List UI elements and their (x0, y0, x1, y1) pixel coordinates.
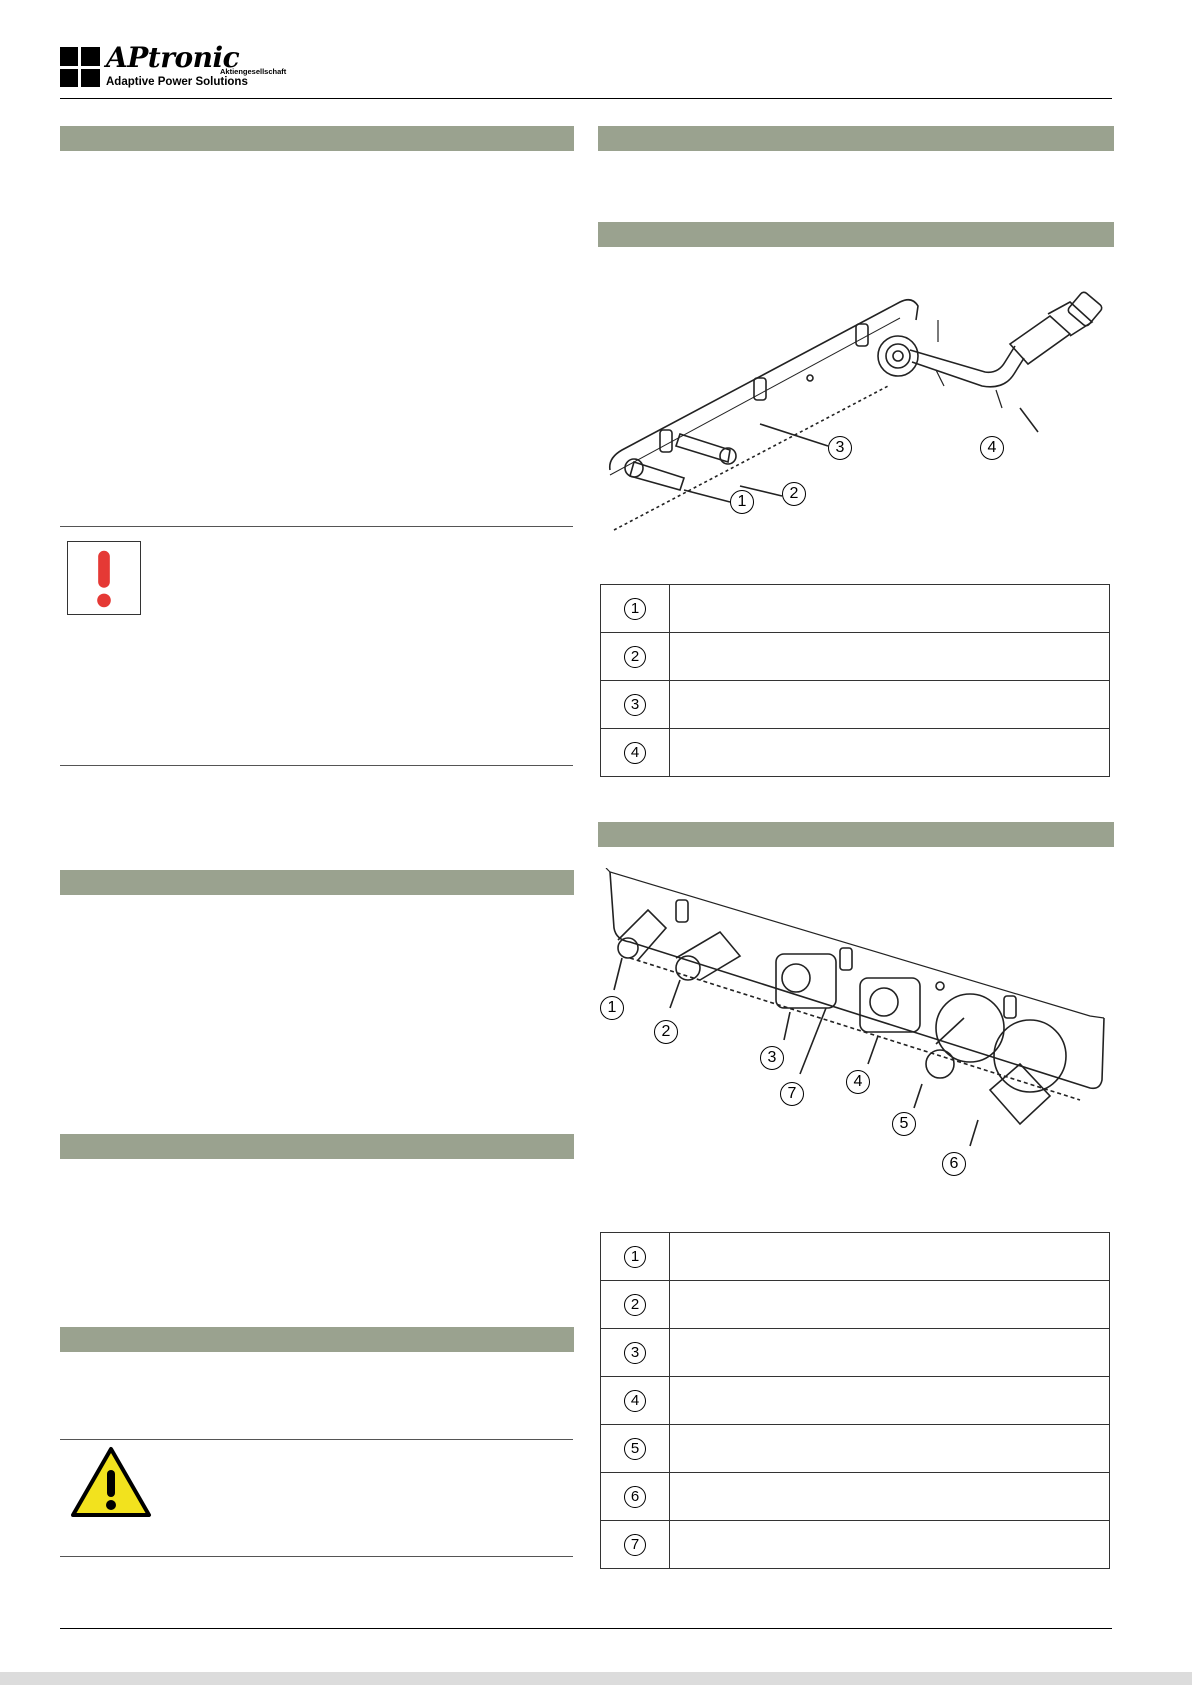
inverter-connector-figure-1 (600, 290, 1112, 540)
section-bar-left-2 (60, 870, 574, 895)
exclamation-icon (67, 541, 141, 615)
figure2-callout-1: 1 (600, 996, 624, 1020)
figure2-callout-3: 3 (760, 1046, 784, 1070)
figure2-callout-5: 5 (892, 1112, 916, 1136)
logo-subtitle: Aktiengesellschaft (220, 67, 287, 76)
section-bar-right-2 (598, 222, 1114, 247)
figure1-callout-1: 1 (730, 490, 754, 514)
warning-notice (60, 1439, 573, 1557)
legend1-num-2: 2 (624, 646, 646, 668)
section-bar-right-3 (598, 822, 1114, 847)
table-row (601, 1329, 1110, 1377)
legend2-num-7: 7 (624, 1534, 646, 1556)
table-row (601, 1281, 1110, 1329)
logo-tagline: Adaptive Power Solutions (106, 76, 248, 88)
section-bar-left-1 (60, 126, 574, 151)
figure2-callout-6: 6 (942, 1152, 966, 1176)
figure1-callout-4: 4 (980, 436, 1004, 460)
legend2-text-5 (670, 1425, 1110, 1473)
figure2-callout-7: 7 (780, 1082, 804, 1106)
section-bar-right-1 (598, 126, 1114, 151)
figure2-callout-4: 4 (846, 1070, 870, 1094)
legend2-text-4 (670, 1377, 1110, 1425)
table-row (601, 729, 1110, 777)
table-row (601, 1377, 1110, 1425)
logo-mark-icon (60, 47, 100, 87)
legend1-num-4: 4 (624, 742, 646, 764)
legend2-num-2: 2 (624, 1294, 646, 1316)
section-bar-left-3 (60, 1134, 574, 1159)
legend2-num-6: 6 (624, 1486, 646, 1508)
legend1-num-3: 3 (624, 694, 646, 716)
figure1-callout-2: 2 (782, 482, 806, 506)
table-row (601, 1233, 1110, 1281)
legend1-text-4 (670, 729, 1110, 777)
danger-notice (60, 526, 573, 766)
legend1-num-1: 1 (624, 598, 646, 620)
inverter-connector-figure-2 (600, 868, 1112, 1190)
header-divider (60, 98, 1112, 99)
figure2-callout-2: 2 (654, 1020, 678, 1044)
company-logo (60, 41, 287, 91)
legend2-num-3: 3 (624, 1342, 646, 1364)
footer-divider (60, 1628, 1112, 1629)
legend2-text-1 (670, 1233, 1110, 1281)
section-bar-left-4 (60, 1327, 574, 1352)
legend1-text-3 (670, 681, 1110, 729)
figure1-callout-3: 3 (828, 436, 852, 460)
legend2-num-4: 4 (624, 1390, 646, 1412)
legend-table-1 (600, 584, 1110, 777)
table-row (601, 1473, 1110, 1521)
table-row (601, 1425, 1110, 1473)
legend2-num-1: 1 (624, 1246, 646, 1268)
logo-name: APtronic (106, 41, 240, 74)
bottom-strip (0, 1672, 1192, 1685)
legend2-text-2 (670, 1281, 1110, 1329)
table-row (601, 1521, 1110, 1569)
table-row (601, 681, 1110, 729)
warning-triangle-icon (70, 1446, 152, 1518)
legend2-text-7 (670, 1521, 1110, 1569)
legend2-text-3 (670, 1329, 1110, 1377)
table-row (601, 633, 1110, 681)
legend1-text-2 (670, 633, 1110, 681)
legend-table-2 (600, 1232, 1110, 1569)
legend1-text-1 (670, 585, 1110, 633)
legend2-text-6 (670, 1473, 1110, 1521)
legend2-num-5: 5 (624, 1438, 646, 1460)
table-row (601, 585, 1110, 633)
